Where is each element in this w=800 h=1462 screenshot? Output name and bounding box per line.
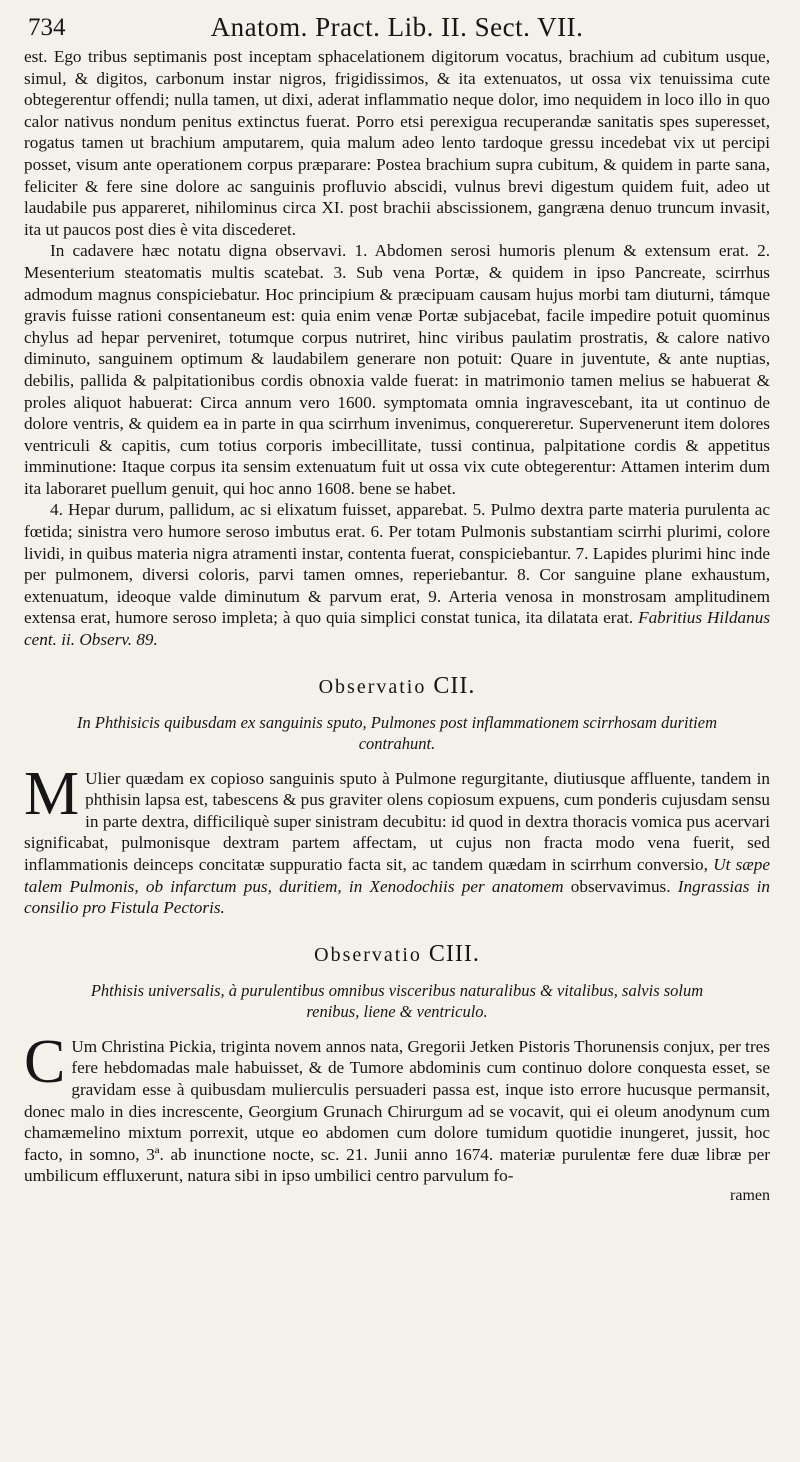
- body-text-tail: observavimus.: [570, 876, 671, 896]
- autopsy-paragraph: In cadavere hæc notatu digna observavi. 1. Abdomen serosi humoris plenum & extensum erat. 2. Mesenterium steatomatis multis scatebat. 3. Sub vena Portæ, & quidem in ipso Pancreate, scirrhus admodum magnus conspiciebatur. Hoc principium & præcipuam causam hujus morbi tam diuturni, támque gravis fuisse rationi consentaneum est: quia enim venæ Portæ subjacebat, facile impedire potuit quominus chylus ad hepar perveniret, totumque corpus nutriret, hinc viribus paulatim prostratis, & calore nativo diminuto, sanguinem optimum & laudabilem generare non potuit: Quare in juventute, & ante nuptias, debilis, pallida & palpitationibus cordis obnoxia valde fuerat: in matrimonio tamen melius se habuerat & proles aliquot habuerat: Circa annum vero 1600. symptomata omnia ingravescebant, ita ut continuo de dolore ventris, & quidem ea in parte in qua scirrhum invenimus, conquereretur. Supervenerunt item dolores ventriculi & capitis, cum totius corporis imbecillitate, tussi continua, palpitatione cordis & appetitus imminutione: Itaque corpus ita sensim extenuatum fuit ut ossa vix cute obtegerentur: Attamen interim dum ita laboraret puellum genuit, qui hoc anno 1608. bene se habet.: [24, 241, 770, 498]
- body-text: Um Christina Pickia, triginta novem annos nata, Gregorii Jetken Pistoris Thorunensis conjux, per tres fere hebdomadas male habuisset, & de Tumore abdominis cum continuo dolore conquesta esset, se gravidam esse à quibusdam mulierculis persuaderi passa est, inque isto errore hucusque permansit, donec malo in dies increscente, Georgium Grunach Chirurgum ad se vocavit, qui ei oleum anodynum cum chamæmelino mixtum porrexit, utque eo abdomen cum dolore tumidum quotidie inungeret, jussit, hoc facto, in somno, 3ª. ab inunctione nocte, sc. 21. Junii anno 1674. materiæ purulentæ fere duæ libræ per umbilicum effluxerunt, natura sibi in ipso umbilici centro parvulum fo-: [24, 1036, 770, 1186]
- catchword: ramen: [730, 1186, 770, 1204]
- observation-103-body: [24, 1027, 770, 1187]
- drop-cap: C: [24, 1027, 66, 1096]
- observation-number: CIII.: [428, 940, 480, 967]
- observation-102-subtitle: In Phthisicis quibusdam ex sanguinis sputo, Pulmones post inflammationem scirrhosam duritiem contrahunt.: [77, 712, 717, 753]
- page-header: [24, 12, 770, 46]
- observation-103-subtitle: Phthisis universalis, à purulentibus omnibus visceribus naturalibus & vitalibus, salvis solum renibus, liene & ventriculo.: [90, 980, 704, 1021]
- drop-cap: M: [24, 759, 80, 828]
- citation: Ingrassias in consilio pro Fistula Pectoris.: [24, 876, 771, 918]
- findings-text: 4. Hepar durum, pallidum, ac si elixatum fuisset, apparebat. 5. Pulmo dextra parte materia purulenta ac fœtida; sinistra vero humore seroso imbutus erat. 6. Per totam Pulmonis substantiam scirrhi plurimi, colore lividi, in quibus materia nigra atramenti instar, contenta fuerat, conspiciebantur. 7. Lapides plurimi hinc inde per pulmonem, diversi coloris, parvi tamen omnes, reperiebantur. 8. Cor sanguine plane exhaustum, extenuatum, ideoque valde diminutum & parvum erat, 9. Arteria venosa in monstrosam amplitudinem extensa erat, humore seroso impleta; à quo quia simplici constat tunica, ita dilatata erat.: [24, 500, 770, 628]
- running-head: Anatom. Pract. Lib. II. Sect. VII.: [210, 12, 584, 42]
- observation-102-body: [24, 759, 771, 919]
- observation-number: CII.: [433, 672, 476, 699]
- findings-paragraph: [24, 499, 770, 650]
- observation-102-heading: [24, 673, 770, 700]
- observation-label: Observatio: [314, 943, 422, 966]
- observation-103-heading: [24, 941, 770, 968]
- continued-paragraph: est. Ego tribus septimanis post inceptam sphacelationem digitorum vocatus, brachium ad cubitum usque, simul, & digitos, carbonum instar nigros, frigidissimos, & ita extenuatos, ut ossa vix tenuissima cute obtegerentur offendi; nulla tamen, ut dixi, aderat inflammatio neque dolor, imo nequidem in loco illo in quo calor nativus nondum penitus extinctus fuerat. Porro etsi perexigua recuperandæ sanitatis spes superesset, rogatus tamen ut brachium amputarem, quia malum adeo lento tardoque gressu incedebat vix ut percipi posset, visum ante operationem corpus præparare: Postea brachium supra cubitum, & quidem in parte sana, feliciter & fere sine dolore ac sanguinis profluvio abscidi, vulnus brevi digestum quidem fuit, adeo ut laudabile pus appareret, nihilominus circa XI. post brachii abscissionem, gangræna denuo truncum invasit, ita ut paucos post dies è vita discederet.: [24, 47, 770, 239]
- page-number: 734: [28, 14, 66, 41]
- observation-label: Observatio: [318, 675, 427, 698]
- body-text: Ulier quædam ex copioso sanguinis sputo à Pulmone regurgitante, diutiusque affluente, tandem in phthisin lapsa est, tabescens & pus graviter olens copiosum expuens, cum ponderis cujusdam sensu in parte dextra, difficiliquè super sinistram decubitu: id quod in dextra thoracis vomica pus acervari significabat, pulmonisque dextram partem affectam, ut cujus non fracta modo vena fuerit, sed inflammationis deinceps concitatæ suppuratio facta sit, ac tandem quædam in scirrhum conversio,: [24, 768, 770, 874]
- italic-quote: Ut sæpe talem Pulmonis, ob infarctum pus, duritiem, in Xenodochiis per anatomem: [24, 855, 770, 896]
- citation: Fabritius Hildanus cent. ii. Observ. 89.: [24, 608, 771, 650]
